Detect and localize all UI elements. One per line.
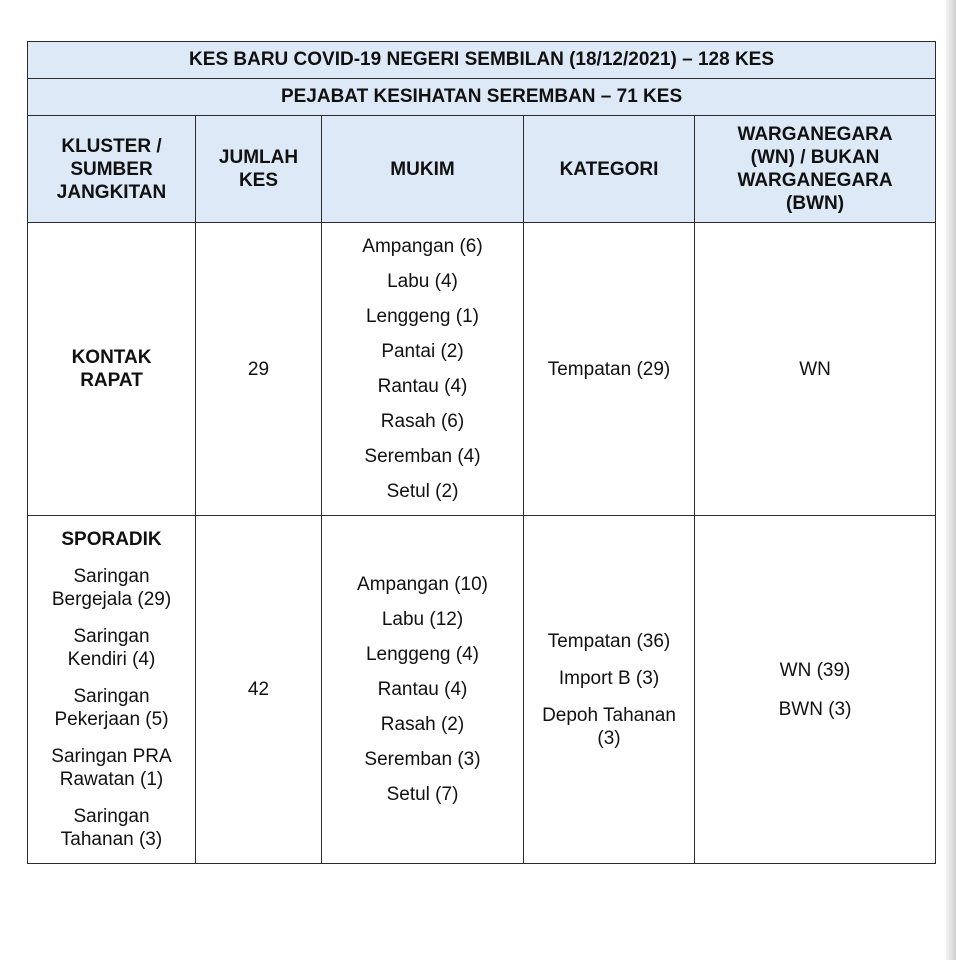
mukim-item: Lenggeng (1) [365, 306, 480, 327]
table-subtitle: PEJABAT KESIHATAN SEREMBAN – 71 KES [28, 79, 936, 116]
source-label: SPORADIK [61, 529, 162, 550]
mukim-item: Seremban (4) [364, 446, 481, 467]
mukim-item: Ampangan (6) [362, 236, 483, 257]
table-row [28, 223, 936, 516]
source-cell [28, 516, 196, 864]
source-label: KONTAK RAPAT [71, 347, 152, 391]
source-cell [28, 223, 196, 516]
mukim-cell [322, 516, 524, 864]
mukim-item: Rantau (4) [377, 679, 468, 700]
col-header-total: JUMLAH KES [196, 116, 322, 223]
kategori-item: Depoh Tahanan (3) [542, 704, 676, 749]
kategori-item: Import B (3) [558, 667, 660, 689]
kategori-item: Tempatan (36) [547, 630, 671, 652]
page-edge-shadow [946, 0, 956, 960]
mukim-item: Rasah (2) [380, 714, 465, 735]
kategori-cell [524, 516, 695, 864]
mukim-cell [322, 223, 524, 516]
mukim-item: Pantai (2) [381, 341, 464, 362]
mukim-item: Ampangan (10) [357, 574, 488, 595]
mukim-item: Labu (4) [387, 271, 458, 292]
warganegara-item: WN [799, 358, 831, 380]
total-cell: 29 [196, 223, 322, 516]
col-header-source: KLUSTER / SUMBER JANGKITAN [28, 116, 196, 223]
header-row [28, 116, 936, 223]
warganegara-cell [695, 223, 936, 516]
col-header-mukim: MUKIM [322, 116, 524, 223]
mukim-item: Rasah (6) [380, 411, 465, 432]
mukim-item: Seremban (3) [364, 749, 481, 770]
kategori-cell [524, 223, 695, 516]
source-item: Saringan Pekerjaan (5) [54, 686, 169, 730]
table-row [28, 516, 936, 864]
warganegara-item: BWN (3) [778, 698, 852, 720]
total-cell: 42 [196, 516, 322, 864]
mukim-item: Setul (2) [386, 481, 459, 502]
source-item: Saringan Tahanan (3) [60, 806, 163, 850]
source-item: Saringan Bergejala (29) [51, 566, 172, 610]
mukim-item: Labu (12) [381, 609, 464, 630]
mukim-item: Lenggeng (4) [365, 644, 480, 665]
source-item: Saringan Kendiri (4) [67, 626, 156, 670]
warganegara-cell [695, 516, 936, 864]
mukim-item: Rantau (4) [377, 376, 468, 397]
source-item: Saringan PRA Rawatan (1) [51, 746, 172, 790]
mukim-item: Setul (7) [386, 784, 459, 805]
kategori-item: Tempatan (29) [547, 358, 671, 380]
col-header-kategori: KATEGORI [524, 116, 695, 223]
covid-cases-table [27, 41, 936, 864]
table-title: KES BARU COVID-19 NEGERI SEMBILAN (18/12/2021) – 128 KES [28, 42, 936, 79]
col-header-warganegara: WARGANEGARA (WN) / BUKAN WARGANEGARA (BWN) [695, 116, 936, 223]
warganegara-item: WN (39) [779, 659, 851, 681]
